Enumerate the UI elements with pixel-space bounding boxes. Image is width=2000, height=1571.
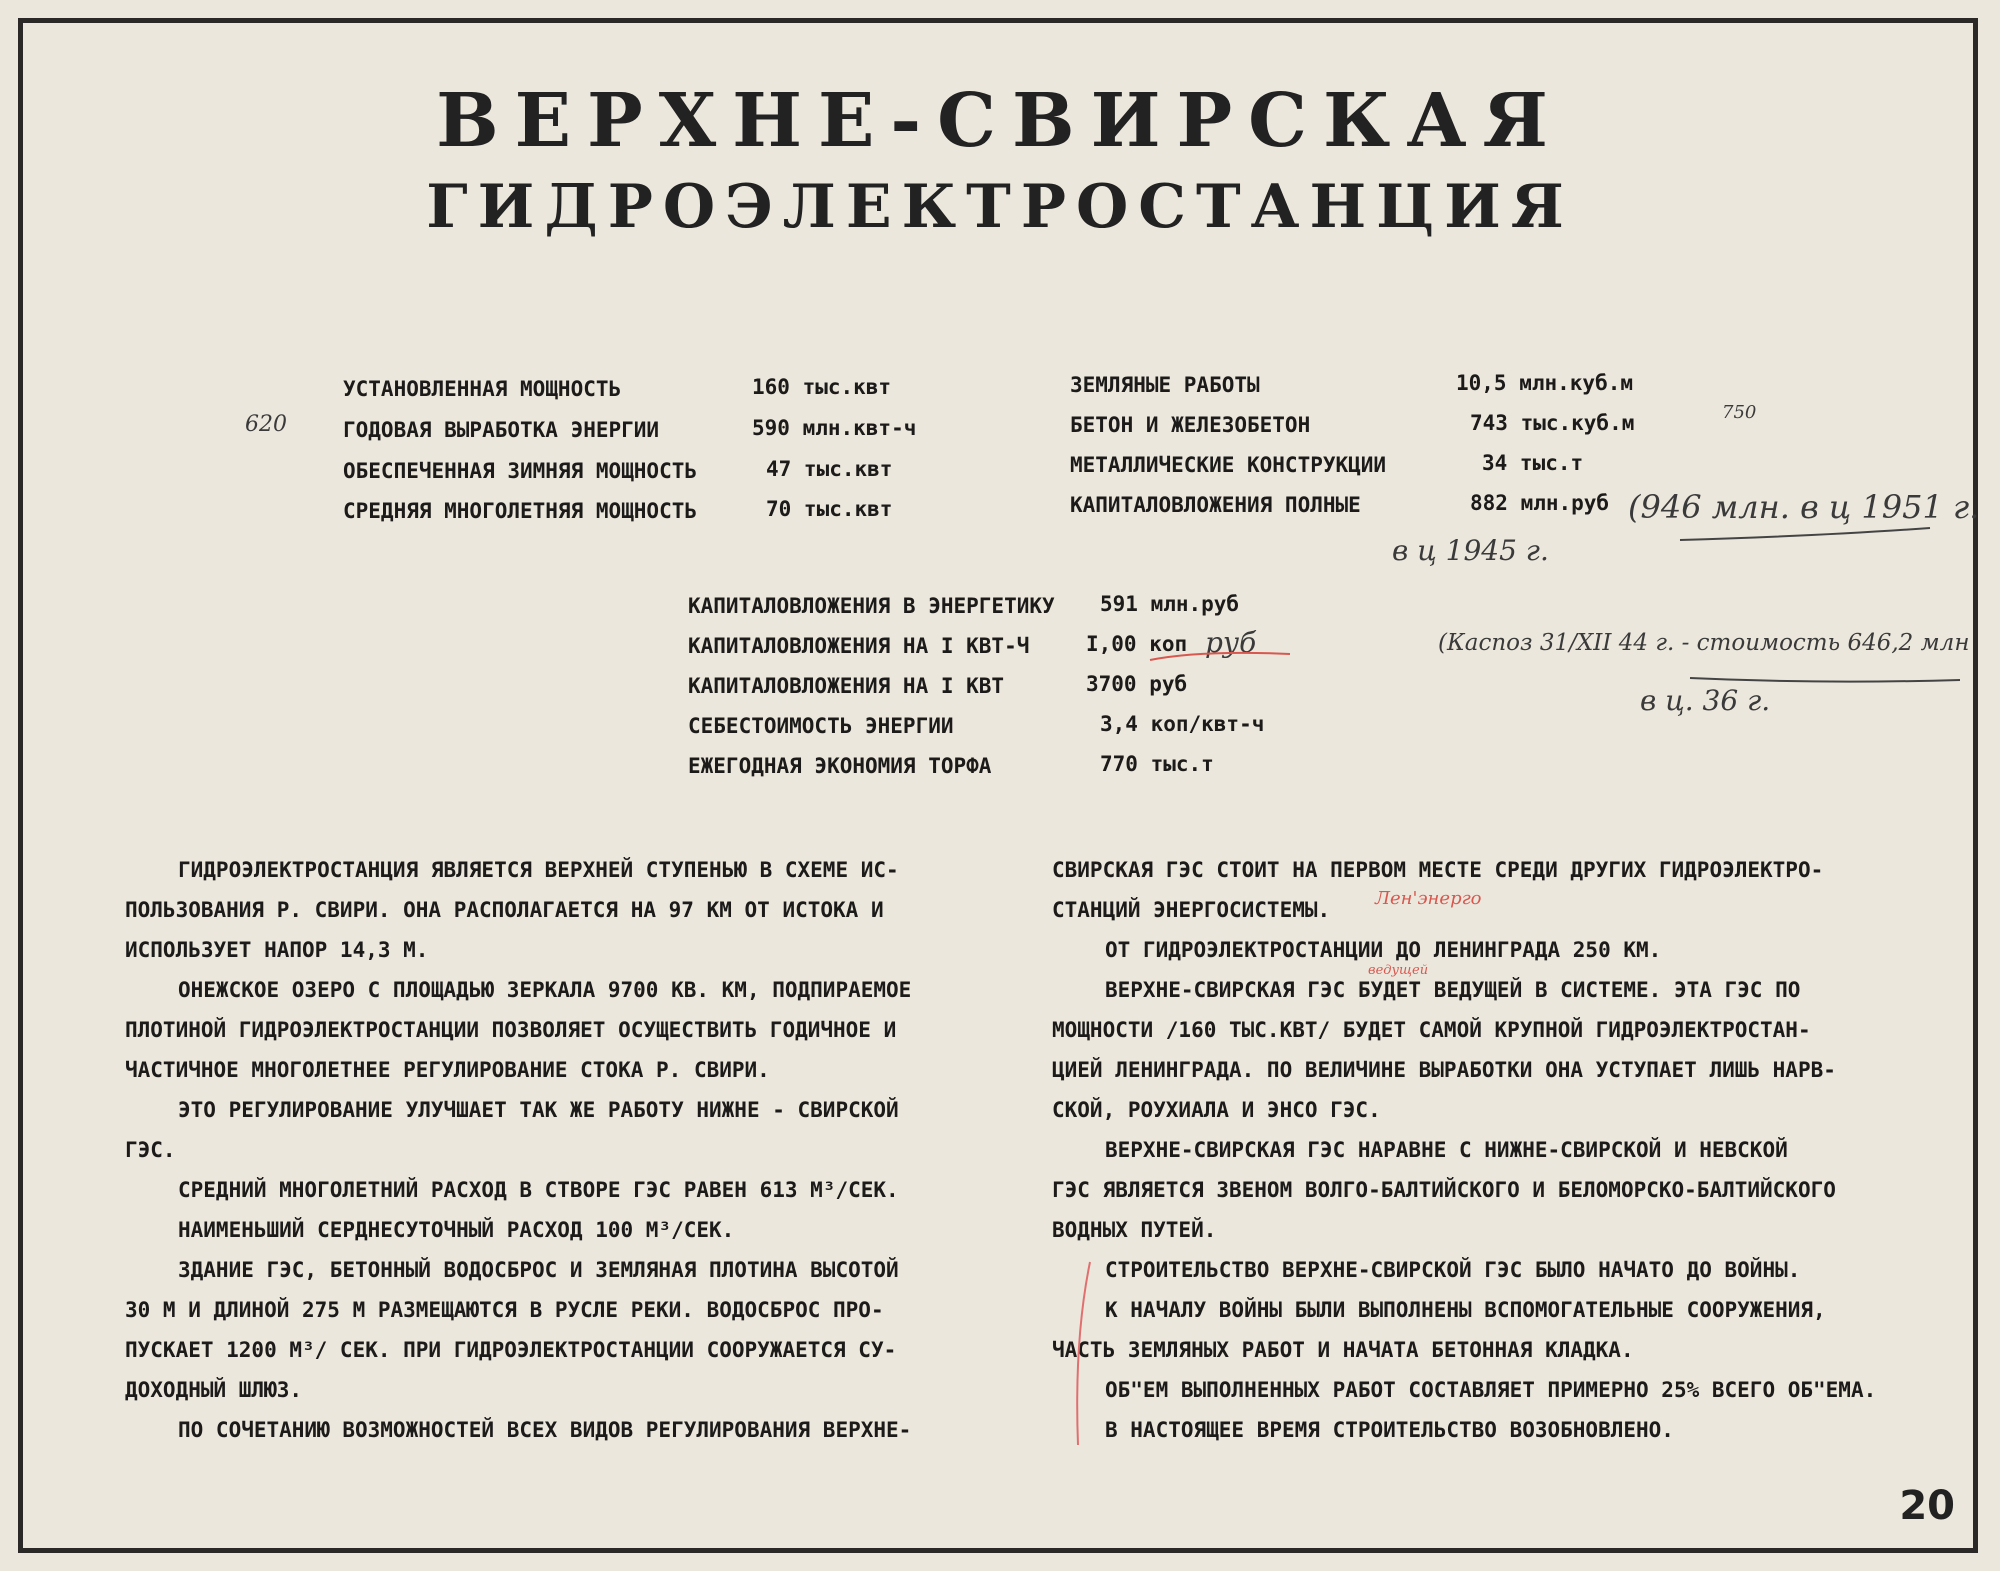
text-line: ВОДНЫХ ПУТЕЙ. [1052, 1218, 1217, 1242]
text-line: ОТ ГИДРОЭЛЕКТРОСТАНЦИИ ДО ЛЕНИНГРАДА 250 КМ. [1105, 938, 1662, 962]
stat-label: ГОДОВАЯ ВЫРАБОТКА ЭНЕРГИИ [343, 418, 660, 442]
stat-label: КАПИТАЛОВЛОЖЕНИЯ НА I КВТ-Ч [688, 634, 1030, 658]
stat-value: 160 тыс.квт [752, 375, 892, 399]
stat-label: УСТАНОВЛЕННАЯ МОЩНОСТЬ [343, 377, 622, 401]
handwritten-note: руб [1205, 626, 1257, 659]
text-line: ЧАСТИЧНОЕ МНОГОЛЕТНЕЕ РЕГУЛИРОВАНИЕ СТОКА Р. СВИРИ. [125, 1058, 770, 1082]
text-line: МОЩНОСТИ /160 ТЫС.КВТ/ БУДЕТ САМОЙ КРУПНОЙ ГИДРОЭЛЕКТРОСТАН- [1052, 1018, 1811, 1042]
text-line: ЗДАНИЕ ГЭС, БЕТОННЫЙ ВОДОСБРОС И ЗЕМЛЯНАЯ ПЛОТИНА ВЫСОТОЙ [178, 1258, 899, 1282]
stat-value: 882 млн.руб [1470, 491, 1610, 515]
text-line: ГЭС ЯВЛЯЕТСЯ ЗВЕНОМ ВОЛГО-БАЛТИЙСКОГО И БЕЛОМОРСКО-БАЛТИЙСКОГО [1052, 1178, 1836, 1202]
handwritten-note: ведущей [1368, 963, 1429, 978]
stat-label: КАПИТАЛОВЛОЖЕНИЯ НА I КВТ [688, 674, 1005, 698]
text-line: ДОХОДНЫЙ ШЛЮЗ. [125, 1378, 303, 1402]
handwritten-note: (Каспоз 31/XII 44 г. - стоимость 646,2 млн [1438, 630, 1970, 656]
page-number: 20 [1899, 1483, 1955, 1529]
text-line: ПЛОТИНОЙ ГИДРОЭЛЕКТРОСТАНЦИИ ПОЗВОЛЯЕТ ОСУЩЕСТВИТЬ ГОДИЧНОЕ И [125, 1018, 897, 1042]
text-line: ПОЛЬЗОВАНИЯ Р. СВИРИ. ОНА РАСПОЛАГАЕТСЯ НА 97 КМ ОТ ИСТОКА И [125, 898, 884, 922]
stat-label: СРЕДНЯЯ МНОГОЛЕТНЯЯ МОЩНОСТЬ [343, 499, 698, 523]
stat-value: 34 тыс.т [1482, 451, 1584, 475]
stat-value: 770 тыс.т [1100, 752, 1214, 776]
text-line: ПО СОЧЕТАНИЮ ВОЗМОЖНОСТЕЙ ВСЕХ ВИДОВ РЕГУЛИРОВАНИЯ ВЕРХНЕ- [178, 1418, 912, 1442]
stat-value: 47 тыс.квт [766, 457, 893, 481]
text-line: ВЕРХНЕ-СВИРСКАЯ ГЭС НАРАВНЕ С НИЖНЕ-СВИРСКОЙ И НЕВСКОЙ [1105, 1138, 1788, 1162]
stat-label: БЕТОН И ЖЕЛЕЗОБЕТОН [1070, 413, 1311, 437]
stat-label: МЕТАЛЛИЧЕСКИЕ КОНСТРУКЦИИ [1070, 453, 1387, 477]
text-line: СКОЙ, РОУХИАЛА И ЭНСО ГЭС. [1052, 1098, 1381, 1122]
text-line: СТРОИТЕЛЬСТВО ВЕРХНЕ-СВИРСКОЙ ГЭС БЫЛО НАЧАТО ДО ВОЙНЫ. [1105, 1258, 1801, 1282]
stat-value: 743 тыс.куб.м [1470, 411, 1635, 435]
text-line: В НАСТОЯЩЕЕ ВРЕМЯ СТРОИТЕЛЬСТВО ВОЗОБНОВЛЕНО. [1105, 1418, 1674, 1442]
text-line: ЭТО РЕГУЛИРОВАНИЕ УЛУЧШАЕТ ТАК ЖЕ РАБОТУ НИЖНЕ - СВИРСКОЙ [178, 1098, 899, 1122]
handwritten-note: в ц 1945 г. [1392, 534, 1549, 567]
text-line: НАИМЕНЬШИЙ СЕРДНЕСУТОЧНЫЙ РАСХОД 100 М³/СЕК. [178, 1218, 735, 1242]
red-underline [1150, 653, 1290, 660]
stat-label: КАПИТАЛОВЛОЖЕНИЯ В ЭНЕРГЕТИКУ [688, 594, 1055, 618]
text-line: СРЕДНИЙ МНОГОЛЕТНИЙ РАСХОД В СТВОРЕ ГЭС РАВЕН 613 М³/СЕК. [178, 1178, 899, 1202]
handwritten-note: (946 млн. в ц 1951 г. [1628, 488, 1980, 526]
text-line: СТАНЦИЙ ЭНЕРГОСИСТЕМЫ. [1052, 898, 1331, 922]
handwritten-note: в ц. 36 г. [1640, 684, 1771, 717]
title-line-1: ВЕРХНЕ-СВИРСКАЯ [436, 78, 1564, 164]
stat-value: 591 млн.руб [1100, 592, 1240, 616]
stat-value: I,00 коп [1086, 632, 1188, 656]
text-line: ЧАСТЬ ЗЕМЛЯНЫХ РАБОТ И НАЧАТА БЕТОННАЯ КЛАДКА. [1052, 1338, 1634, 1362]
text-line: ГЭС. [125, 1138, 176, 1162]
handwritten-underline [1690, 678, 1960, 682]
stat-value: 3700 руб [1086, 672, 1188, 696]
text-line: СВИРСКАЯ ГЭС СТОИТ НА ПЕРВОМ МЕСТЕ СРЕДИ ДРУГИХ ГИДРОЭЛЕКТРО- [1052, 858, 1824, 882]
stat-label: СЕБЕСТОИМОСТЬ ЭНЕРГИИ [688, 714, 954, 738]
text-line: 30 М И ДЛИНОЙ 275 М РАЗМЕЩАЮТСЯ В РУСЛЕ РЕКИ. ВОДОСБРОС ПРО- [125, 1298, 884, 1322]
stat-label: ЕЖЕГОДНАЯ ЭКОНОМИЯ ТОРФА [688, 754, 992, 778]
title-line-2: ГИДРОЭЛЕКТРОСТАНЦИЯ [426, 172, 1574, 242]
stat-value: 70 тыс.квт [766, 497, 893, 521]
stat-value: 10,5 млн.куб.м [1456, 371, 1634, 395]
stat-label: КАПИТАЛОВЛОЖЕНИЯ ПОЛНЫЕ [1070, 493, 1361, 517]
text-line: ПУСКАЕТ 1200 М³/ СЕК. ПРИ ГИДРОЭЛЕКТРОСТАНЦИИ СООРУЖАЕТСЯ СУ- [125, 1338, 897, 1362]
stat-label: ЗЕМЛЯНЫЕ РАБОТЫ [1070, 373, 1260, 397]
handwritten-underline [1680, 528, 1930, 540]
text-line: ОБ"ЕМ ВЫПОЛНЕННЫХ РАБОТ СОСТАВЛЯЕТ ПРИМЕРНО 25% ВСЕГО ОБ"ЕМА. [1105, 1378, 1877, 1402]
text-line: ГИДРОЭЛЕКТРОСТАНЦИЯ ЯВЛЯЕТСЯ ВЕРХНЕЙ СТУПЕНЬЮ В СХЕМЕ ИС- [178, 858, 899, 882]
text-line: ВЕРХНЕ-СВИРСКАЯ ГЭС БУДЕТ ВЕДУЩЕЙ В СИСТЕМЕ. ЭТА ГЭС ПО [1105, 978, 1801, 1002]
handwritten-note: 750 [1722, 402, 1757, 423]
text-line: К НАЧАЛУ ВОЙНЫ БЫЛИ ВЫПОЛНЕНЫ ВСПОМОГАТЕЛЬНЫЕ СООРУЖЕНИЯ, [1105, 1298, 1826, 1322]
handwritten-note: Лен'энерго [1375, 888, 1482, 909]
stat-value: 590 млн.квт-ч [752, 416, 917, 440]
text-line: ИСПОЛЬЗУЕТ НАПОР 14,3 М. [125, 938, 429, 962]
text-line: ЦИЕЙ ЛЕНИНГРАДА. ПО ВЕЛИЧИНЕ ВЫРАБОТКИ ОНА УСТУПАЕТ ЛИШЬ НАРВ- [1052, 1058, 1836, 1082]
handwritten-note: 620 [245, 412, 287, 437]
stat-label: ОБЕСПЕЧЕННАЯ ЗИМНЯЯ МОЩНОСТЬ [343, 459, 698, 483]
bracket-mark [1077, 1262, 1090, 1445]
text-line: ОНЕЖСКОЕ ОЗЕРО С ПЛОЩАДЬЮ ЗЕРКАЛА 9700 КВ. КМ, ПОДПИРАЕМОЕ [178, 978, 912, 1002]
stat-value: 3,4 коп/квт-ч [1100, 712, 1265, 736]
